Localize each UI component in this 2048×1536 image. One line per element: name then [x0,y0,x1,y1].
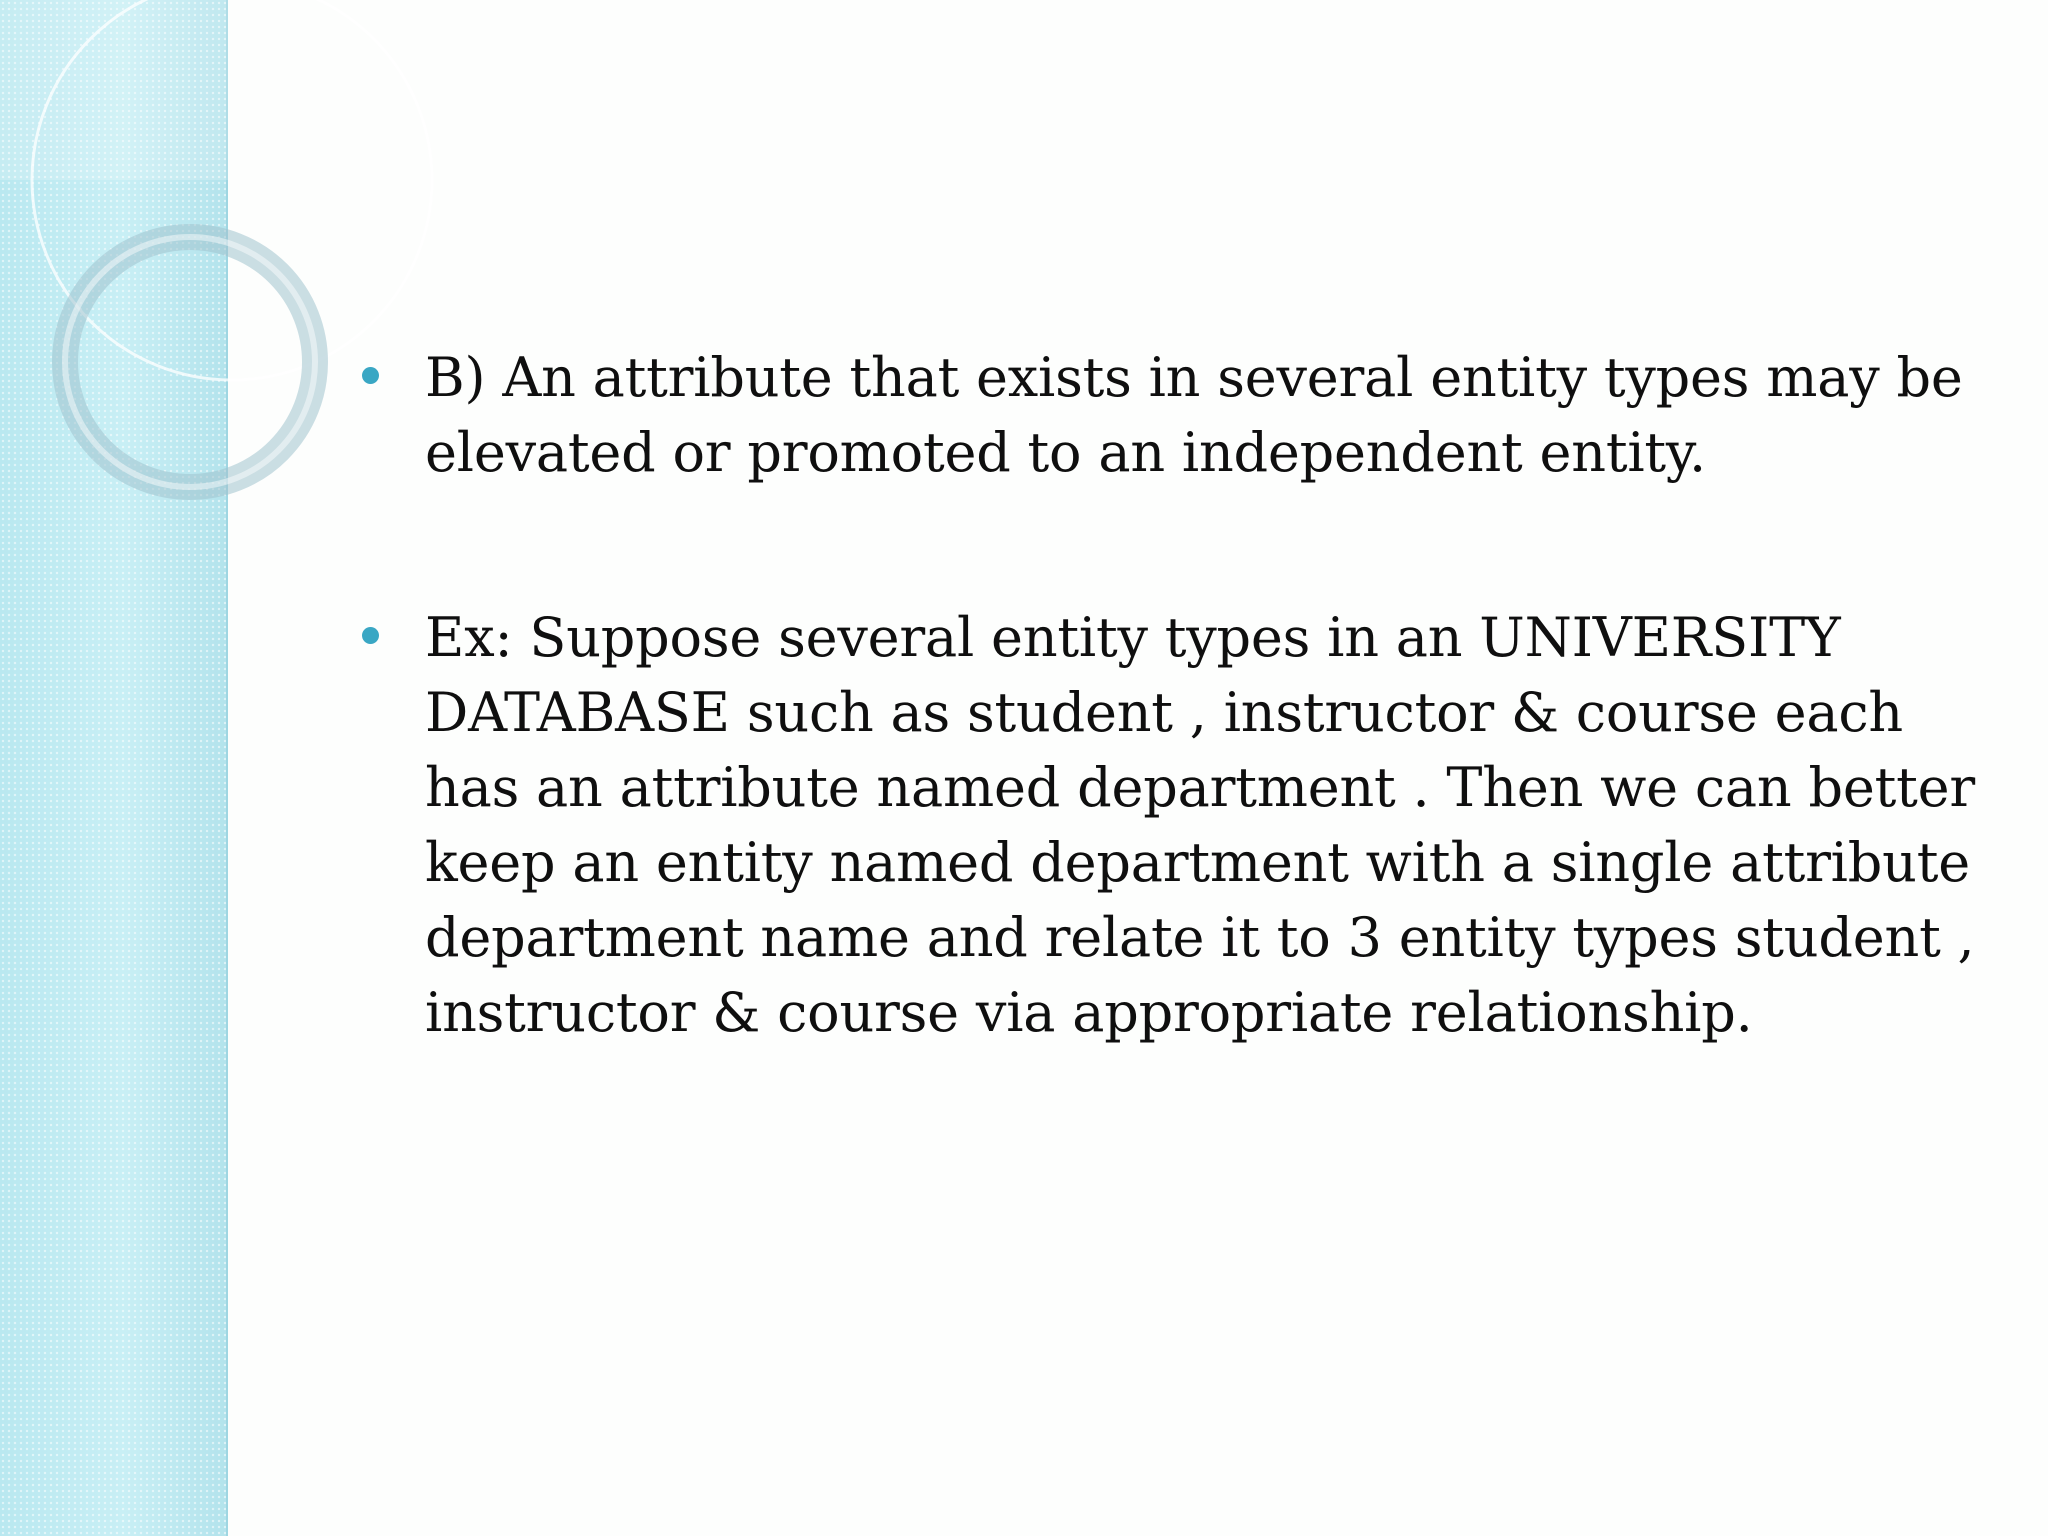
bullet-text: Ex: Suppose several entity types in an UNIVERSITY DATABASE such as student , instructor & course each has an attribute named department . Then we can better keep an entity named department with a single attribute department name and relate it to 3 entity types student , instructor & course via appropriate relationship. [425,606,1975,1044]
decorative-ring-highlight [65,237,315,487]
bullet-dot-icon [362,627,379,644]
decorative-circles [0,0,400,520]
bullet-dot-icon [362,367,379,384]
bullet-item [362,340,1982,490]
bullet-item [362,600,1982,1050]
slide-content [362,340,1982,1050]
bullet-text: B) An attribute that exists in several entity types may be elevated or promoted to an independent entity. [425,346,1963,484]
